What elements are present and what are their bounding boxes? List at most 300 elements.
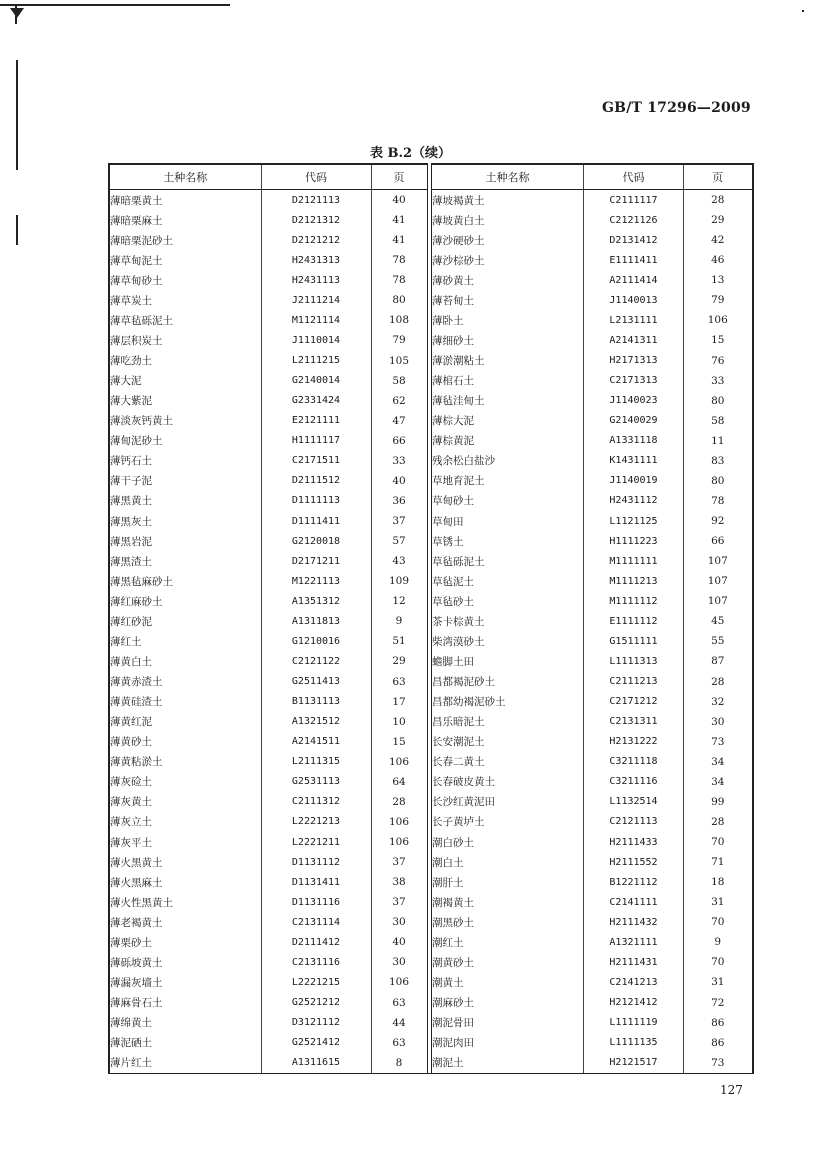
table-row	[432, 952, 753, 972]
page-ref-cell: 107	[684, 571, 753, 591]
table-row	[432, 511, 753, 531]
table-row	[109, 993, 427, 1013]
table-row	[432, 290, 753, 310]
soil-name-cell: 潮泥土	[432, 1053, 584, 1074]
soil-name-cell: 薄卧土	[432, 314, 464, 327]
soil-name-cell: 草甸砂土	[432, 495, 474, 508]
soil-name-cell: 薄草炭土	[110, 294, 152, 307]
soil-code-cell: B1221112	[584, 872, 684, 892]
table-row	[109, 692, 427, 712]
page-ref-cell: 80	[684, 391, 753, 411]
page-ref-cell: 34	[684, 772, 753, 792]
soil-code-cell: H2171313	[584, 351, 684, 371]
page-ref-cell: 63	[371, 672, 427, 692]
column-header-code: 代码	[261, 164, 371, 190]
page-ref-cell: 62	[371, 391, 427, 411]
scan-dot	[802, 10, 804, 12]
page-ref-cell: 72	[684, 993, 753, 1013]
page-ref-cell: 28	[371, 792, 427, 812]
soil-name-cell: 薄灰黄土	[110, 796, 152, 809]
soil-code-cell: D2111412	[261, 932, 371, 952]
soil-code-cell: A1311813	[261, 611, 371, 631]
page-ref-cell: 41	[371, 230, 427, 250]
soil-name-cell: 薄黄赤渣土	[110, 676, 163, 689]
soil-name-cell: 薄黑毡麻砂土	[110, 575, 173, 588]
soil-code-cell: L2221213	[261, 812, 371, 832]
soil-name-cell: 草毡砾泥土	[432, 555, 485, 568]
page-ref-cell: 33	[371, 451, 427, 471]
soil-name-cell: 茶卡棕黄土	[432, 615, 485, 628]
soil-name-cell: 潮泥骨田	[432, 1017, 474, 1030]
soil-name-cell: 薄灰平土	[110, 836, 152, 849]
scan-edge-line	[16, 215, 18, 245]
soil-name-cell: 薄红砂泥	[110, 615, 152, 628]
table-header-row	[109, 164, 427, 190]
page-ref-cell: 99	[684, 792, 753, 812]
page-ref-cell: 45	[684, 611, 753, 631]
page-ref-cell: 30	[684, 712, 753, 732]
soil-name-cell: 薄大紫泥	[110, 395, 152, 408]
page-ref-cell: 36	[371, 491, 427, 511]
soil-code-cell: L2111215	[261, 351, 371, 371]
table-row	[109, 832, 427, 852]
soil-name-cell: 薄黄粘淤土	[110, 756, 163, 769]
page-ref-cell: 105	[371, 351, 427, 371]
page-ref-cell: 29	[371, 651, 427, 671]
soil-code-cell: C2131116	[261, 952, 371, 972]
soil-name-cell: 薄黄红泥	[110, 716, 152, 729]
soil-name-cell: 薄棕大泥	[432, 415, 474, 428]
soil-code-cell: D3121112	[261, 1013, 371, 1033]
page-ref-cell: 66	[371, 431, 427, 451]
soil-code-cell: C3211118	[584, 752, 684, 772]
table-row	[432, 832, 753, 852]
soil-name-cell: 薄黄硅渣土	[110, 696, 163, 709]
table-row	[109, 290, 427, 310]
table-row	[109, 611, 427, 631]
table-row	[432, 692, 753, 712]
soil-code-cell: A1311615	[261, 1053, 371, 1074]
page-ref-cell: 10	[371, 712, 427, 732]
soil-code-cell: E2121111	[261, 411, 371, 431]
table-row	[432, 972, 753, 992]
soil-code-cell: H2431313	[261, 250, 371, 270]
soil-code-cell: D2121312	[261, 210, 371, 230]
soil-name-cell: 潮黄土	[432, 976, 464, 989]
soil-name-cell: 薄苔甸土	[432, 294, 474, 307]
table-row	[432, 712, 753, 732]
page-ref-cell: 31	[684, 972, 753, 992]
soil-code-cell: A2141511	[261, 732, 371, 752]
page-ref-cell: 78	[684, 491, 753, 511]
soil-code-cell: C2171313	[584, 371, 684, 391]
soil-name-cell: 薄层积炭土	[110, 334, 163, 347]
soil-name-cell: 薄漏灰墙土	[110, 976, 163, 989]
soil-name-cell: 残余松白盐沙	[432, 455, 495, 468]
soil-name-cell: 长子黄垆土	[432, 816, 485, 829]
table-row	[432, 932, 753, 952]
soil-name-cell: 潮黄砂土	[432, 956, 474, 969]
soil-name-cell: 薄黑岩泥	[110, 535, 152, 548]
table-row	[432, 571, 753, 591]
soil-name-cell: 长春二黄土	[432, 756, 485, 769]
table-row	[432, 431, 753, 451]
soil-code-cell: L2221211	[261, 832, 371, 852]
soil-name-cell: 薄黑黄土	[110, 495, 152, 508]
soil-name-cell: 草锈土	[432, 535, 464, 548]
page-ref-cell: 83	[684, 451, 753, 471]
table-row	[432, 812, 753, 832]
soil-name-cell: 草毡砂土	[432, 595, 474, 608]
soil-name-cell: 薄红土	[110, 635, 142, 648]
soil-code-cell: C2131311	[584, 712, 684, 732]
soil-code-cell: D2131412	[584, 230, 684, 250]
table-row	[432, 732, 753, 752]
table-row	[432, 892, 753, 912]
soil-name-cell: 潮褐黄土	[432, 896, 474, 909]
soil-code-cell: H2431112	[584, 491, 684, 511]
page-ref-cell: 30	[371, 952, 427, 972]
soil-name-cell: 薄砾坡黄土	[110, 956, 163, 969]
soil-name-cell: 潮泥肉田	[432, 1037, 474, 1050]
soil-name-cell: 潮肝土	[432, 876, 464, 889]
soil-code-cell: B1131113	[261, 692, 371, 712]
table-row	[432, 371, 753, 391]
page-ref-cell: 40	[371, 471, 427, 491]
soil-table-left	[108, 163, 428, 1074]
soil-name-cell: 薄红麻砂土	[110, 595, 163, 608]
soil-code-cell: L1111119	[584, 1013, 684, 1033]
page-ref-cell: 92	[684, 511, 753, 531]
page-ref-cell: 11	[684, 431, 753, 451]
table-row	[109, 752, 427, 772]
column-header-code: 代码	[584, 164, 684, 190]
page-ref-cell: 63	[371, 1033, 427, 1053]
table-row	[432, 631, 753, 651]
soil-name-cell: 蟾脚土田	[432, 655, 474, 668]
soil-code-cell: E1111112	[584, 611, 684, 631]
page-ref-cell: 107	[684, 551, 753, 571]
page-ref-cell: 63	[371, 993, 427, 1013]
page-ref-cell: 15	[684, 330, 753, 350]
soil-name-cell: 昌都幼褐泥砂土	[432, 696, 506, 709]
soil-code-cell: E1111411	[584, 250, 684, 270]
page-ref-cell: 55	[684, 631, 753, 651]
soil-code-cell: D1111411	[261, 511, 371, 531]
soil-name-cell: 潮红土	[432, 936, 464, 949]
soil-code-cell: D2171211	[261, 551, 371, 571]
page-ref-cell: 34	[684, 752, 753, 772]
soil-name-cell: 薄片红土	[109, 1053, 261, 1074]
column-header-name: 土种名称	[432, 164, 584, 190]
page-ref-cell: 47	[371, 411, 427, 431]
soil-code-cell: L2221215	[261, 972, 371, 992]
page-ref-cell: 106	[371, 812, 427, 832]
table-row	[432, 491, 753, 511]
page-ref-cell: 44	[371, 1013, 427, 1033]
table-row	[109, 812, 427, 832]
soil-code-cell: J1110014	[261, 330, 371, 350]
soil-code-cell: H1111117	[261, 431, 371, 451]
soil-name-cell: 草甸田	[432, 515, 464, 528]
soil-code-cell: H2131222	[584, 732, 684, 752]
soil-code-cell: D1131411	[261, 872, 371, 892]
page-ref-cell: 32	[684, 692, 753, 712]
page-ref-cell: 106	[684, 310, 753, 330]
page-ref-cell: 70	[684, 912, 753, 932]
soil-code-cell: M1111111	[584, 551, 684, 571]
table-row	[432, 451, 753, 471]
table-row	[109, 912, 427, 932]
column-header-page: 页	[371, 164, 427, 190]
soil-code-cell: H2111431	[584, 952, 684, 972]
soil-name-cell: 潮白土	[432, 856, 464, 869]
table-row	[109, 932, 427, 952]
soil-name-cell: 薄黄白土	[110, 655, 152, 668]
soil-code-cell: J1140023	[584, 391, 684, 411]
page-ref-cell: 108	[371, 310, 427, 330]
table-row	[109, 1053, 427, 1074]
soil-name-cell: 薄细砂土	[432, 334, 474, 347]
page-ref-cell: 106	[371, 752, 427, 772]
soil-code-cell: A2141311	[584, 330, 684, 350]
table-row	[432, 752, 753, 772]
soil-code-cell: C2171212	[584, 692, 684, 712]
soil-name-cell: 薄黄砂土	[110, 736, 152, 749]
table-row	[432, 531, 753, 551]
soil-code-cell: G2140014	[261, 371, 371, 391]
soil-name-cell: 薄绵黄土	[110, 1017, 152, 1030]
table-row	[109, 411, 427, 431]
soil-name-cell: 薄砂黄土	[432, 274, 474, 287]
page-ref-cell: 15	[371, 732, 427, 752]
page-ref-cell: 40	[371, 932, 427, 952]
soil-name-cell: 薄麻骨石土	[110, 997, 163, 1010]
page-ref-cell: 79	[684, 290, 753, 310]
soil-name-cell: 长春破皮黄土	[432, 776, 495, 789]
soil-name-cell: 昌都褐泥砂土	[432, 676, 495, 689]
page-ref-cell: 57	[371, 531, 427, 551]
soil-code-cell: H2111432	[584, 912, 684, 932]
table-row	[109, 972, 427, 992]
soil-name-cell: 薄老褐黄土	[110, 916, 163, 929]
soil-name-cell: 薄火黑麻土	[110, 876, 163, 889]
table-title: 表 B.2（续）	[369, 146, 452, 161]
soil-code-cell: C2121122	[261, 651, 371, 671]
table-row	[109, 511, 427, 531]
soil-code-cell: H1111223	[584, 531, 684, 551]
table-row	[432, 330, 753, 350]
soil-name-cell: 薄坡黄白土	[432, 214, 485, 227]
table-row	[109, 431, 427, 451]
soil-name-cell: 柴湾漠砂土	[432, 635, 485, 648]
page-ref-cell: 109	[371, 571, 427, 591]
table-row	[432, 190, 753, 211]
page-ref-cell: 80	[371, 290, 427, 310]
soil-table-right	[431, 163, 754, 1074]
soil-code-cell: G2521412	[261, 1033, 371, 1053]
table-row	[109, 351, 427, 371]
page-ref-cell: 86	[684, 1033, 753, 1053]
soil-code-cell: L2111315	[261, 752, 371, 772]
table-row	[432, 651, 753, 671]
soil-name-cell: 薄淤潮粘土	[432, 355, 485, 368]
table-row	[432, 993, 753, 1013]
soil-name-cell: 薄暗栗泥砂土	[110, 234, 173, 247]
table-row	[109, 250, 427, 270]
soil-code-cell: D2121113	[261, 190, 371, 211]
page-ref-cell: 8	[371, 1053, 427, 1074]
table-row	[109, 892, 427, 912]
soil-code-cell: D1131112	[261, 852, 371, 872]
table-row	[432, 772, 753, 792]
table-row	[432, 1033, 753, 1053]
table-row	[432, 792, 753, 812]
soil-name-cell: 薄暗栗麻土	[110, 214, 163, 227]
table-row	[432, 551, 753, 571]
page-ref-cell: 76	[684, 351, 753, 371]
soil-code-cell: K1431111	[584, 451, 684, 471]
page-ref-cell: 42	[684, 230, 753, 250]
page-ref-cell: 41	[371, 210, 427, 230]
table-row	[432, 230, 753, 250]
soil-code-cell: G2120018	[261, 531, 371, 551]
page-ref-cell: 78	[371, 250, 427, 270]
soil-name-cell: 薄干子泥	[110, 475, 152, 488]
table-row	[432, 270, 753, 290]
table-row	[109, 1013, 427, 1033]
soil-name-cell: 薄棕黄泥	[432, 435, 474, 448]
table-row	[432, 852, 753, 872]
page-ref-cell: 71	[684, 852, 753, 872]
soil-name-cell: 薄大泥	[110, 375, 142, 388]
page-ref-cell: 58	[684, 411, 753, 431]
soil-code-cell: M1111112	[584, 591, 684, 611]
page-ref-cell: 9	[684, 932, 753, 952]
page-ref-cell: 33	[684, 371, 753, 391]
column-header-page: 页	[684, 164, 753, 190]
soil-name-cell: 薄淡灰钙黄土	[110, 415, 173, 428]
soil-code-cell: G1511111	[584, 631, 684, 651]
soil-name-cell: 薄坡褐黄土	[432, 194, 485, 207]
page-ref-cell: 64	[371, 772, 427, 792]
page-ref-cell: 9	[371, 611, 427, 631]
table-row	[109, 391, 427, 411]
table-row	[109, 531, 427, 551]
soil-code-cell: M1111213	[584, 571, 684, 591]
table-row	[109, 451, 427, 471]
page-ref-cell: 40	[371, 190, 427, 211]
table-row	[109, 872, 427, 892]
page-ref-cell: 79	[371, 330, 427, 350]
page-ref-cell: 107	[684, 591, 753, 611]
page-ref-cell: 66	[684, 531, 753, 551]
soil-name-cell: 薄草毡砾泥土	[110, 314, 173, 327]
table-row	[109, 1033, 427, 1053]
table-row	[109, 792, 427, 812]
page-ref-cell: 37	[371, 511, 427, 531]
table-row	[432, 1053, 753, 1074]
table-row	[109, 591, 427, 611]
standard-number: GB/T 17296—2009	[602, 100, 751, 116]
soil-name-cell: 薄吃劲土	[110, 355, 152, 368]
soil-code-cell: C2131114	[261, 912, 371, 932]
table-row	[109, 330, 427, 350]
page-ref-cell: 30	[371, 912, 427, 932]
page-ref-cell: 106	[371, 832, 427, 852]
soil-code-cell: H2111433	[584, 832, 684, 852]
soil-code-cell: G2521212	[261, 993, 371, 1013]
soil-code-cell: C2141111	[584, 892, 684, 912]
page-ref-cell: 37	[371, 892, 427, 912]
soil-name-cell: 薄暗栗黄土	[110, 194, 163, 207]
soil-code-cell: H2121412	[584, 993, 684, 1013]
soil-code-cell: H2121517	[584, 1053, 684, 1074]
page-ref-cell: 38	[371, 872, 427, 892]
soil-code-cell: D2111512	[261, 471, 371, 491]
page-ref-cell: 70	[684, 832, 753, 852]
page-ref-cell: 43	[371, 551, 427, 571]
page-ref-cell: 78	[371, 270, 427, 290]
soil-code-cell: C2171511	[261, 451, 371, 471]
soil-name-cell: 草毡泥土	[432, 575, 474, 588]
soil-code-cell: G2331424	[261, 391, 371, 411]
page-ref-cell: 58	[371, 371, 427, 391]
soil-code-cell: C2121113	[584, 812, 684, 832]
soil-code-cell: C2121126	[584, 210, 684, 230]
soil-code-cell: D1131116	[261, 892, 371, 912]
soil-code-cell: H2111552	[584, 852, 684, 872]
soil-name-cell: 潮麻砂土	[432, 997, 474, 1010]
table-row	[109, 672, 427, 692]
page-ref-cell: 86	[684, 1013, 753, 1033]
page-ref-cell: 73	[684, 1053, 753, 1074]
table-row	[109, 772, 427, 792]
table-row	[109, 230, 427, 250]
page-ref-cell: 28	[684, 672, 753, 692]
soil-code-cell: A1321111	[584, 932, 684, 952]
footer-rule	[108, 1073, 752, 1074]
soil-name-cell: 薄草甸泥土	[110, 254, 163, 267]
soil-code-cell: D1111113	[261, 491, 371, 511]
soil-name-cell: 薄毡洼甸土	[432, 395, 485, 408]
page-ref-cell: 17	[371, 692, 427, 712]
table-row	[432, 872, 753, 892]
soil-name-cell: 昌乐暗泥土	[432, 716, 485, 729]
soil-name-cell: 草地育泥土	[432, 475, 485, 488]
column-header-name: 土种名称	[109, 164, 261, 190]
table-row	[109, 952, 427, 972]
soil-code-cell: J1140019	[584, 471, 684, 491]
soil-code-cell: A1321512	[261, 712, 371, 732]
table-row	[109, 371, 427, 391]
page-ref-cell: 31	[684, 892, 753, 912]
page-ref-cell: 13	[684, 270, 753, 290]
table-row	[432, 351, 753, 371]
table-row	[109, 712, 427, 732]
page-ref-cell: 28	[684, 190, 753, 211]
page-ref-cell: 28	[684, 812, 753, 832]
table-row	[432, 250, 753, 270]
soil-name-cell: 薄火黑黄土	[110, 856, 163, 869]
soil-code-cell: L1111313	[584, 651, 684, 671]
table-row	[432, 591, 753, 611]
page-ref-cell: 37	[371, 852, 427, 872]
table-row	[432, 471, 753, 491]
table-row	[432, 672, 753, 692]
table-row	[432, 411, 753, 431]
page-ref-cell: 70	[684, 952, 753, 972]
